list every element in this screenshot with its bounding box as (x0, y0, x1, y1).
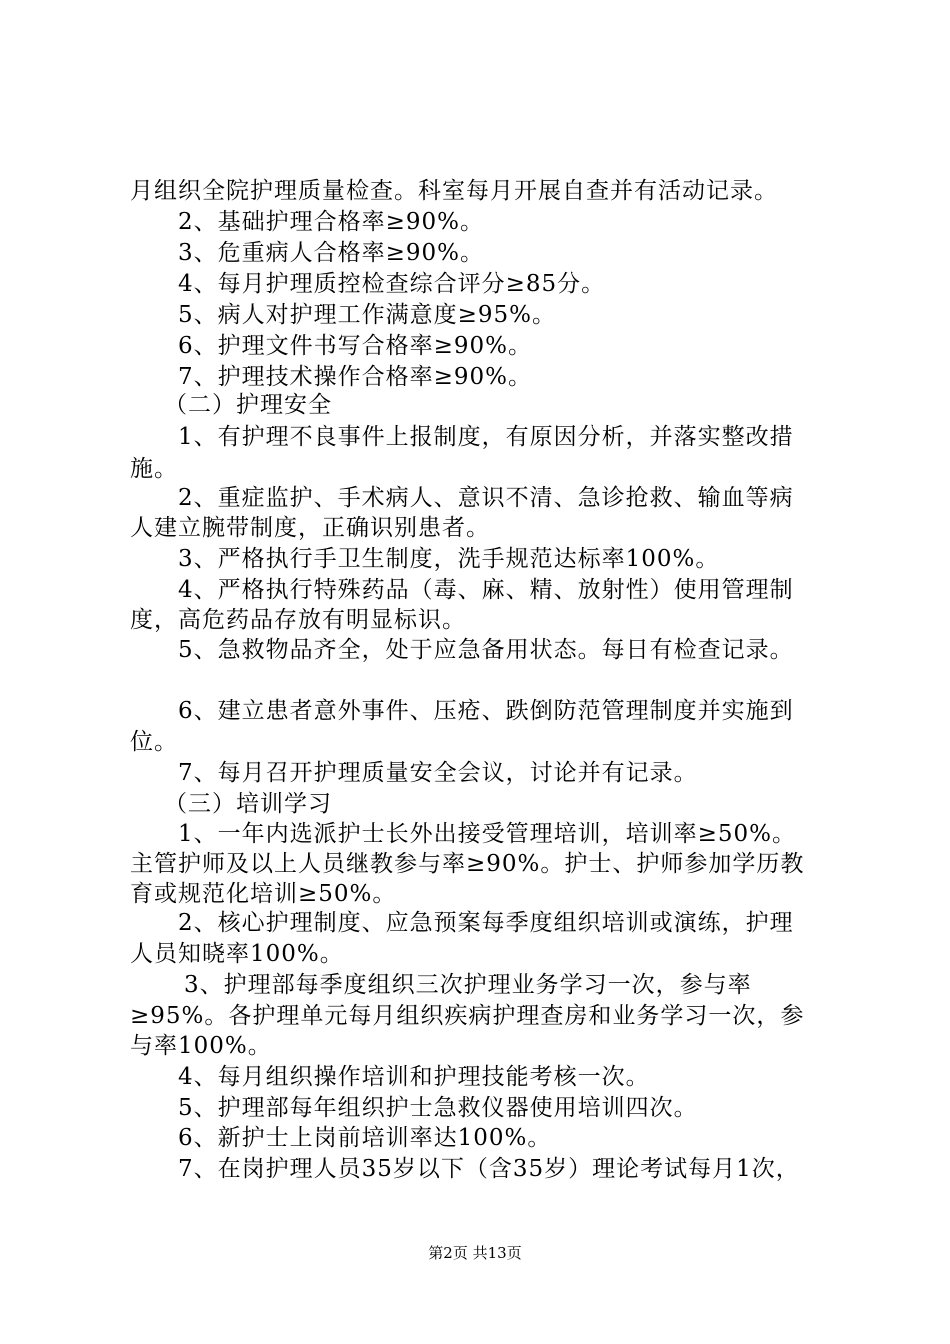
text-line: 施。 (130, 456, 178, 482)
text-line: 主管护师及以上人员继教参与率≥90%。护士、护师参加学历教 (130, 851, 805, 877)
text-line: 5、急救物品齐全，处于应急备用状态。每日有检查记录。 (178, 637, 794, 663)
text-line: 2、核心护理制度、应急预案每季度组织培训或演练，护理 (178, 910, 794, 936)
text-line: ≥95%。各护理单元每月组织疾病护理查房和业务学习一次，参 (130, 1003, 805, 1029)
text-line: 2、基础护理合格率≥90%。 (178, 209, 485, 235)
text-line: 7、在岗护理人员35岁以下（含35岁）理论考试每月1次， (178, 1156, 800, 1182)
text-line: 6、护理文件书写合格率≥90%。 (178, 333, 533, 359)
text-line: 育或规范化培训≥50%。 (130, 881, 397, 907)
text-line: 5、病人对护理工作满意度≥95%。 (178, 302, 557, 328)
text-line: 1、有护理不良事件上报制度，有原因分析，并落实整改措 (178, 424, 794, 450)
text-line: 人员知晓率100%。 (130, 941, 344, 967)
text-line: 与率100%。 (130, 1033, 272, 1059)
section-heading: （三）培训学习 (164, 791, 332, 817)
text-line: 4、严格执行特殊药品（毒、麻、精、放射性）使用管理制 (178, 577, 794, 603)
text-line: 7、每月召开护理质量安全会议，讨论并有记录。 (178, 760, 698, 786)
text-line: 4、每月护理质控检查综合评分≥85分。 (178, 271, 606, 297)
page-footer: 第2页 共13页 (428, 1244, 522, 1262)
text-line: 3、严格执行手卫生制度，洗手规范达标率100%。 (178, 546, 720, 572)
text-line: 7、护理技术操作合格率≥90%。 (178, 364, 533, 390)
text-line: 4、每月组织操作培训和护理技能考核一次。 (178, 1064, 650, 1090)
text-line: 1、一年内选派护士长外出接受管理培训，培训率≥50%。 (178, 821, 797, 847)
text-line: 6、新护士上岗前培训率达100%。 (178, 1125, 552, 1151)
text-line: 3、护理部每季度组织三次护理业务学习一次，参与率 (184, 972, 752, 998)
text-line: 5、护理部每年组织护士急救仪器使用培训四次。 (178, 1095, 698, 1121)
text-line: 度，高危药品存放有明显标识。 (130, 607, 466, 633)
text-line: 2、重症监护、手术病人、意识不清、急诊抢救、输血等病 (178, 485, 794, 511)
text-line: 3、危重病人合格率≥90%。 (178, 240, 485, 266)
text-line: 月组织全院护理质量检查。科室每月开展自查并有活动记录。 (130, 178, 778, 204)
text-line: 人建立腕带制度，正确识别患者。 (130, 515, 490, 541)
text-line: 6、建立患者意外事件、压疮、跌倒防范管理制度并实施到 (178, 698, 794, 724)
text-line: 位。 (130, 729, 178, 755)
section-heading: （二）护理安全 (164, 392, 332, 418)
